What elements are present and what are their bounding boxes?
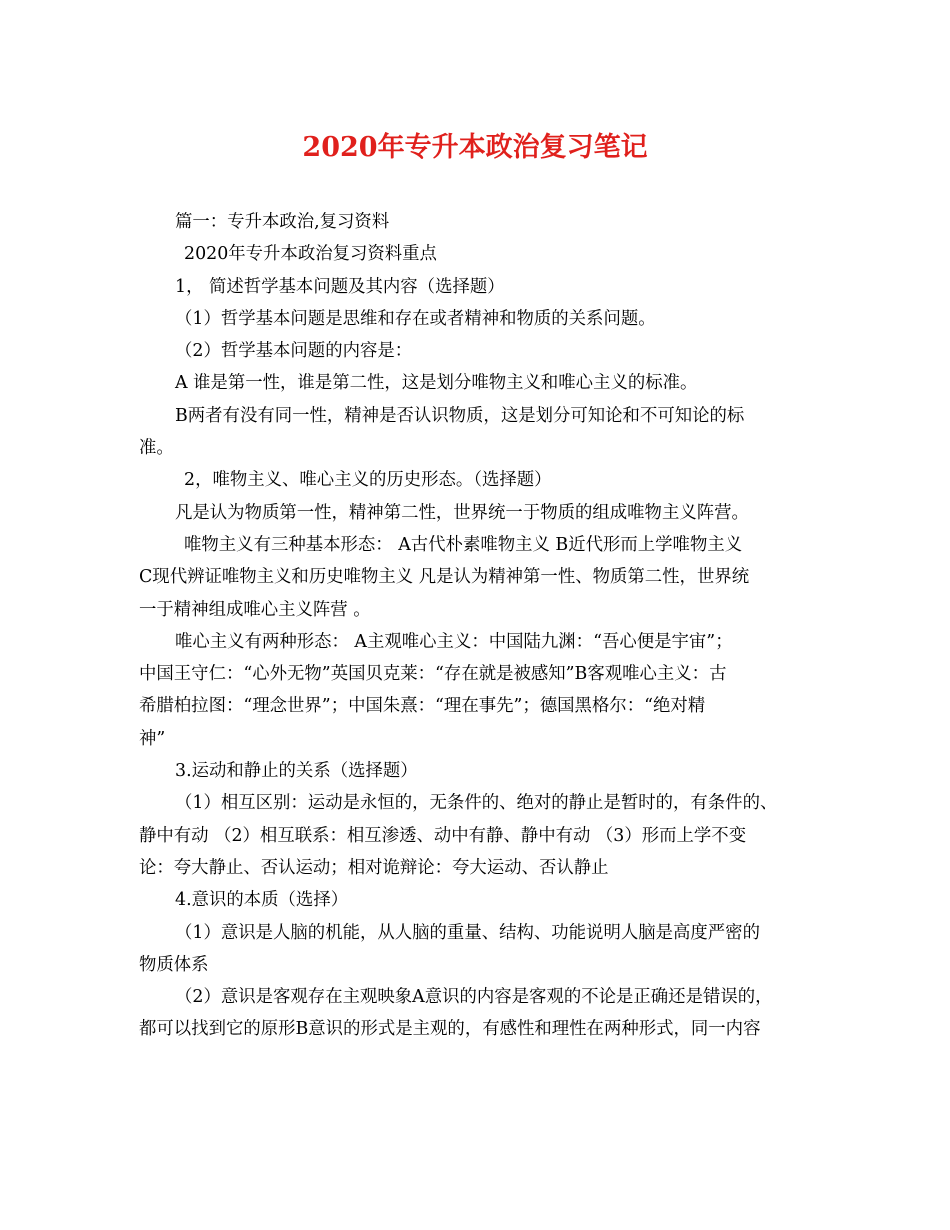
text-line: 唯物主义有三种基本形态： A古代朴素唯物主义 B近代形而上学唯物主义 [184,534,743,555]
text-line: 论：夸大静止、否认运动；相对诡辩论：夸大运动、否认静止 [139,857,609,878]
text-line: 凡是认为物质第一性，精神第二性，世界统一于物质的组成唯物主义阵营。 [175,502,749,523]
text-line: 静中有动 （2）相互联系：相互渗透、动中有静、静中有动 （3）形而上学不变 [139,825,747,846]
text-line: （2）意识是客观存在主观映象A意识的内容是客观的不论是正确还是错误的， [175,987,773,1008]
text-line: 唯心主义有两种形态： A主观唯心主义：中国陆九渊：“吾心便是宇宙”； [175,631,733,652]
text-line: C现代辨证唯物主义和历史唯物主义 凡是认为精神第一性、物质第二性，世界统 [139,567,750,588]
text-line: 神” [139,728,166,749]
text-line: （1）意识是人脑的机能，从人脑的重量、结构、功能说明人脑是高度严密的 [175,922,760,943]
text-line: 希腊柏拉图：“理念世界”；中国朱熹：“理在事先”；德国黑格尔：“绝对精 [139,696,706,717]
text-line: （2）哲学基本问题的内容是： [175,341,413,362]
text-line: 2，唯物主义、唯心主义的历史形态。（选择题） [184,470,552,491]
text-line: 篇一：专升本政治,复习资料 [175,212,390,232]
text-line: 1， 简述哲学基本问题及其内容（选择题） [175,276,505,297]
text-line: 都可以找到它的原形B意识的形式是主观的，有感性和理性在两种形式，同一内容 [139,1019,761,1040]
text-line: 3.运动和静止的关系（选择题） [175,761,418,782]
text-line: 2020年专升本政治复习资料重点 [184,244,437,265]
text-line: 一于精神组成唯心主义阵营 。 [139,599,371,620]
text-line: （1）哲学基本问题是思维和存在或者精神和物质的关系问题。 [175,308,656,329]
text-line: （1）相互区别：运动是永恒的，无条件的、绝对的静止是暂时的，有条件的、 [175,793,778,814]
document-body [139,206,829,1046]
text-line: 物质体系 [139,954,209,975]
document-title: 2020年专升本政治复习笔记 [302,132,648,163]
text-line: 中国王守仁：“心外无物”英国贝克莱：“存在就是被感知”B客观唯心主义：古 [139,664,727,685]
text-line: 准。 [139,438,174,459]
text-line: 4.意识的本质（选择） [175,890,349,911]
text-line: A 谁是第一性，谁是第二性，这是划分唯物主义和唯心主义的标准。 [175,373,698,394]
text-line: B两者有没有同一性，精神是否认识物质，这是划分可知论和不可知论的标 [175,405,745,426]
